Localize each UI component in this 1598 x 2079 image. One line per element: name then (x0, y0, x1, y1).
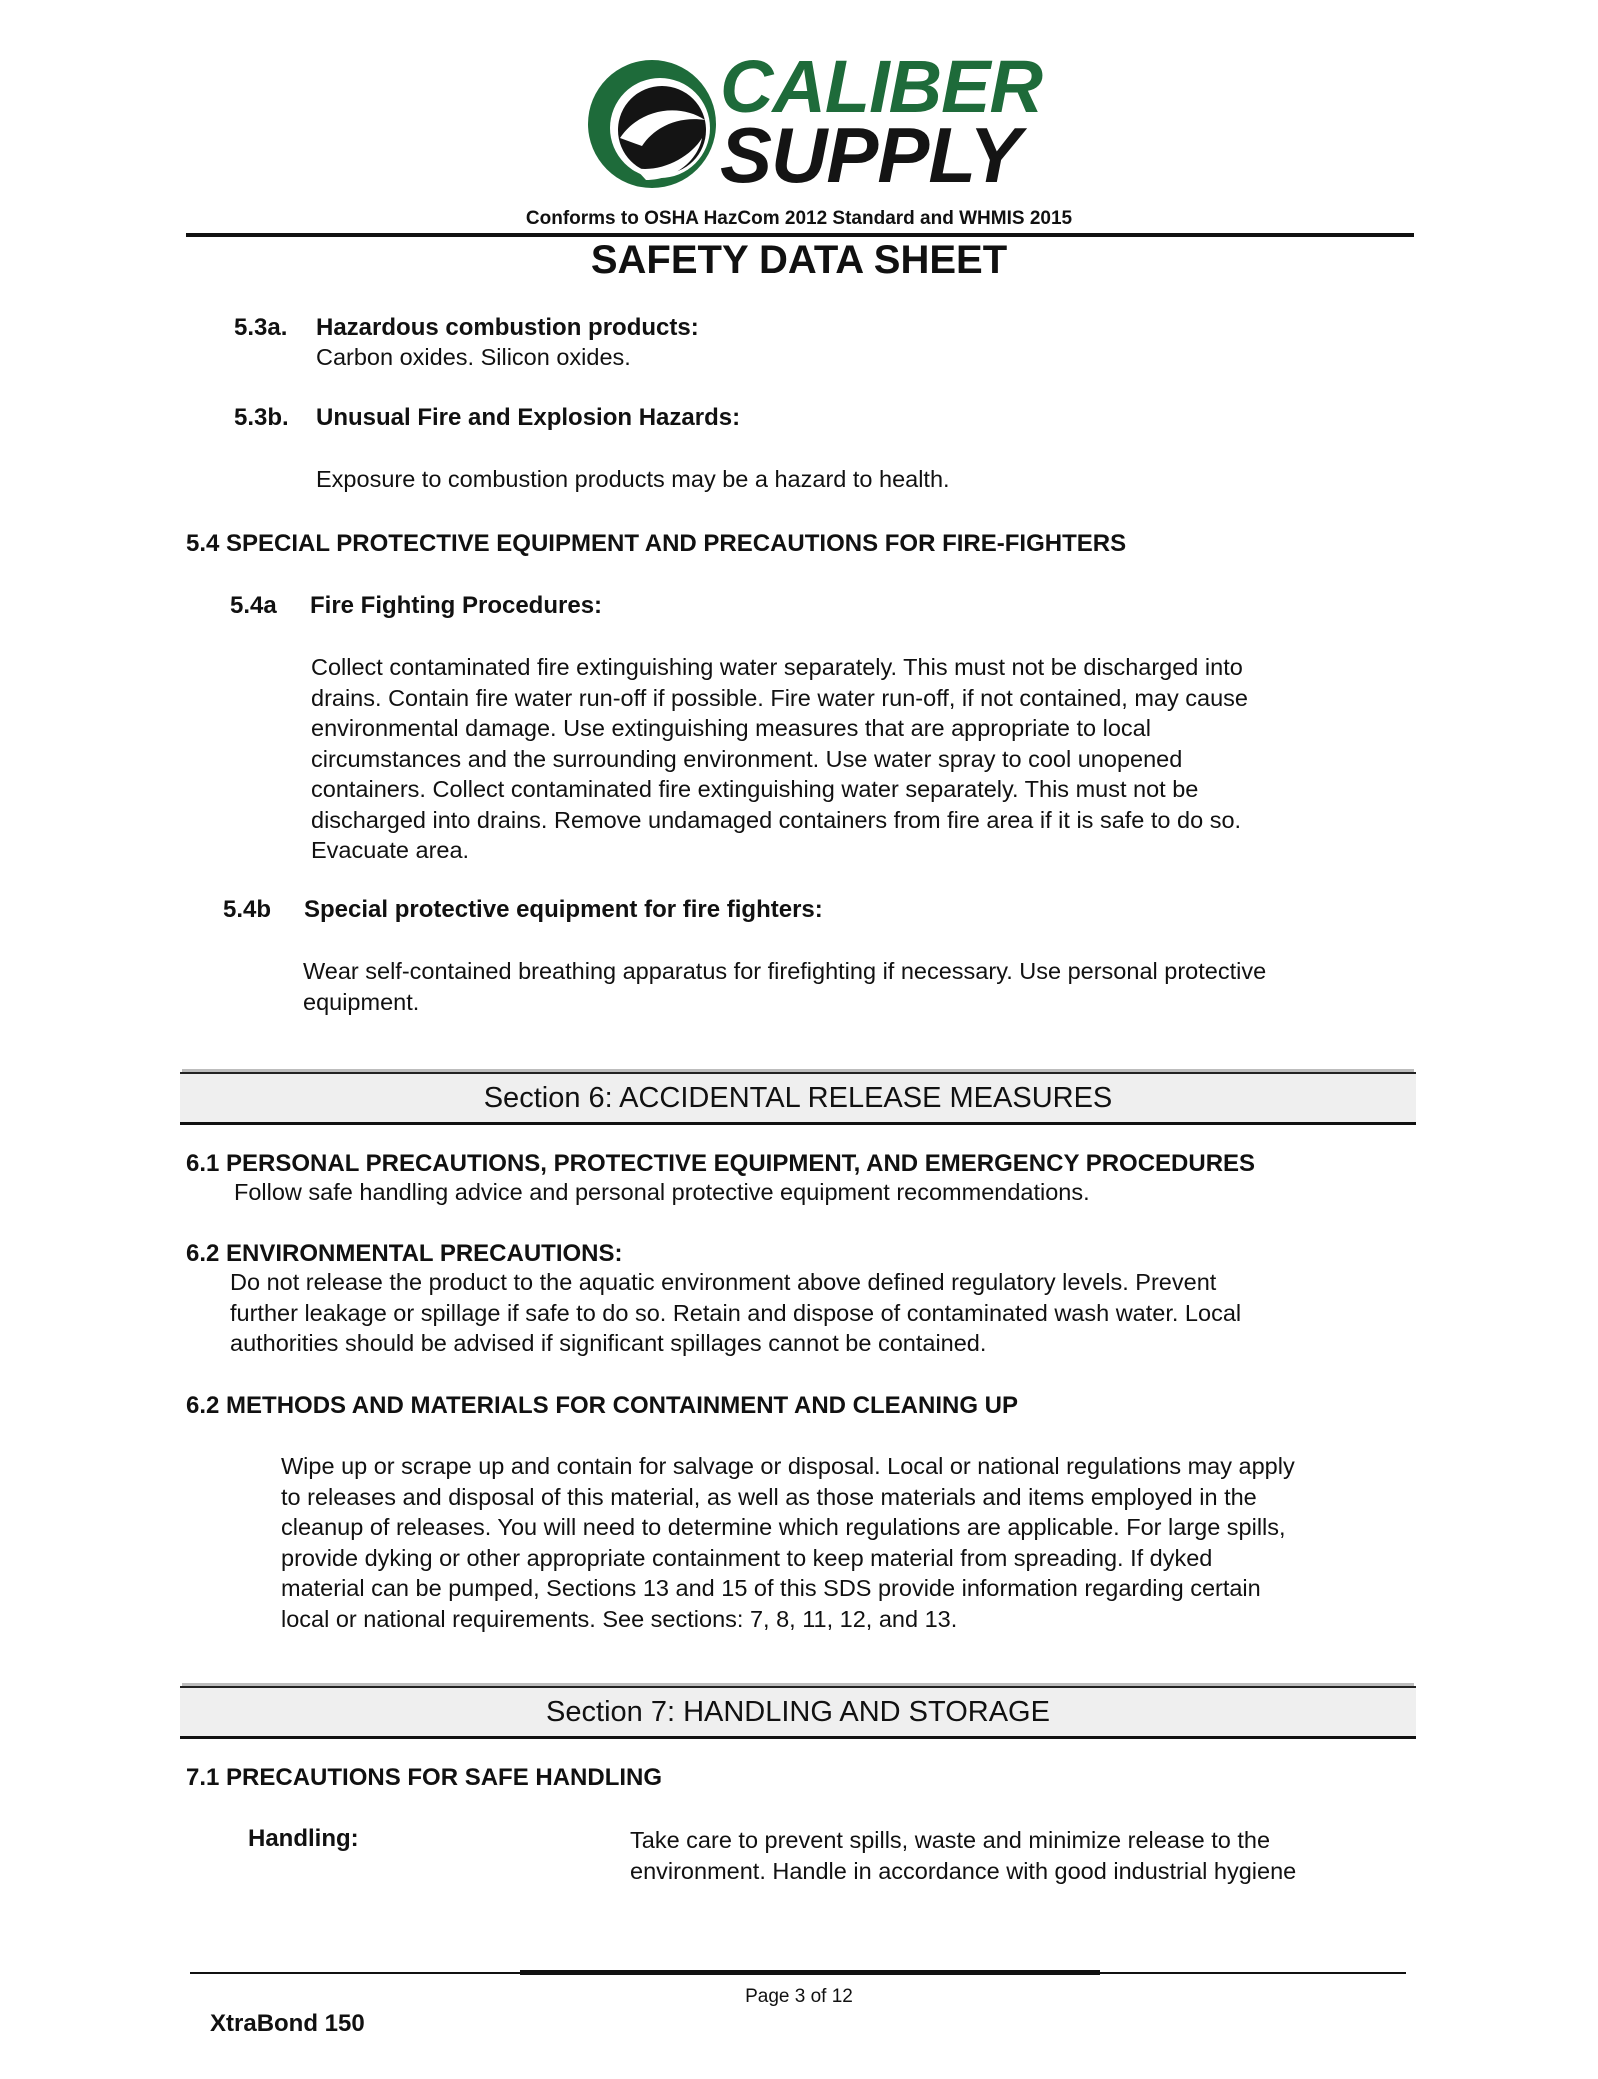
logo-word-caliber: CALIBER (720, 45, 1042, 128)
text-line: environmental damage. Use extinguishing measures that are appropriate to local (311, 715, 1151, 741)
subsection-label: Special protective equipment for fire fighters: (304, 896, 823, 923)
text-line: provide dyking or other appropriate containment to keep material from spreading. If dyked (281, 1544, 1213, 1571)
subsection-number: 5.4a (230, 592, 277, 619)
text-line: circumstances and the surrounding environment. Use water spray to cool unopened (311, 745, 1183, 772)
text-line: Wipe up or scrape up and contain for salvage or disposal. Local or national regulations may apply (281, 1453, 1295, 1479)
subsection-number: 5.4b (223, 896, 272, 923)
section-heading-6-3: 6.2 METHODS AND MATERIALS FOR CONTAINMENT AND CLEANING UP (186, 1392, 1018, 1419)
text-line: containers. Collect contaminated fire extinguishing water separately. This must not be (311, 776, 1199, 802)
section-7-banner: Section 7: HANDLING AND STORAGE (180, 1686, 1416, 1739)
conformance-statement: Conforms to OSHA HazCom 2012 Standard and WHMIS 2015 (525, 208, 1073, 229)
text-line: drains. Contain fire water run-off if possible. Fire water run-off, if not contained, may cause (311, 684, 1248, 711)
text-line: Do not release the product to the aquatic environment above defined regulatory levels. Prevent (230, 1269, 1217, 1295)
subsection-label: Hazardous combustion products: (316, 314, 699, 341)
product-name: XtraBond 150 (210, 2010, 365, 2037)
handling-label: Handling: (248, 1825, 359, 1852)
subsection-number: 5.3a. (234, 314, 288, 341)
text-line: local or national requirements. See sections: 7, 8, 11, 12, and 13. (281, 1605, 958, 1632)
section-heading-6-1: 6.1 PERSONAL PRECAUTIONS, PROTECTIVE EQUIPMENT, AND EMERGENCY PROCEDURES (186, 1150, 1256, 1177)
document-title: SAFETY DATA SHEET (590, 238, 1008, 282)
section-heading-6-2: 6.2 ENVIRONMENTAL PRECAUTIONS: (186, 1240, 623, 1267)
subsection-label: Fire Fighting Procedures: (310, 592, 603, 619)
section-heading-7-1: 7.1 PRECAUTIONS FOR SAFE HANDLING (186, 1764, 663, 1791)
footer-divider-accent (520, 1970, 1100, 1975)
caliber-supply-logo (580, 45, 1042, 199)
environmental-precautions-text (230, 1267, 1241, 1359)
unusual-hazards-text: Exposure to combustion products may be a hazard to health. (316, 466, 950, 492)
text-line: environment. Handle in accordance with good industrial hygiene (630, 1857, 1297, 1884)
containment-cleaning-text (281, 1451, 1295, 1634)
header-divider (186, 233, 1414, 237)
text-line: further leakage or spillage if safe to do so. Retain and dispose of contaminated wash water. Local (230, 1299, 1242, 1326)
swirl-logo-icon (580, 48, 720, 196)
personal-precautions-text: Follow safe handling advice and personal protective equipment recommendations. (234, 1179, 1090, 1205)
hazardous-combustion-text: Carbon oxides. Silicon oxides. (316, 344, 631, 370)
text-line: discharged into drains. Remove undamaged containers from fire area if it is safe to do so. (311, 806, 1242, 833)
text-line: Wear self-contained breathing apparatus for firefighting if necessary. Use personal protective (303, 958, 1267, 984)
page-number: Page 3 of 12 (745, 1986, 853, 2007)
subsection-number: 5.3b. (234, 404, 289, 431)
fire-fighting-procedures-text (311, 652, 1248, 866)
text-line: equipment. (303, 988, 420, 1015)
text-line: cleanup of releases. You will need to determine which regulations are applicable. For large spills, (281, 1514, 1286, 1540)
text-line: Collect contaminated fire extinguishing water separately. This must not be discharged into (311, 654, 1243, 680)
protective-equipment-text (303, 956, 1266, 1017)
logo-word-supply: SUPPLY (720, 111, 1021, 199)
section-heading-5-4: 5.4 SPECIAL PROTECTIVE EQUIPMENT AND PRECAUTIONS FOR FIRE-FIGHTERS (186, 530, 1127, 557)
text-line: authorities should be advised if significant spillages cannot be contained. (230, 1330, 987, 1356)
text-line: Evacuate area. (311, 837, 470, 863)
subsection-label: Unusual Fire and Explosion Hazards: (316, 404, 741, 431)
text-line: to releases and disposal of this material, as well as those materials and items employed in the (281, 1483, 1257, 1510)
handling-text (630, 1825, 1296, 1886)
section-6-banner: Section 6: ACCIDENTAL RELEASE MEASURES (180, 1072, 1416, 1125)
text-line: Take care to prevent spills, waste and minimize release to the (630, 1827, 1271, 1853)
text-line: material can be pumped, Sections 13 and 15 of this SDS provide information regarding certain (281, 1575, 1261, 1601)
